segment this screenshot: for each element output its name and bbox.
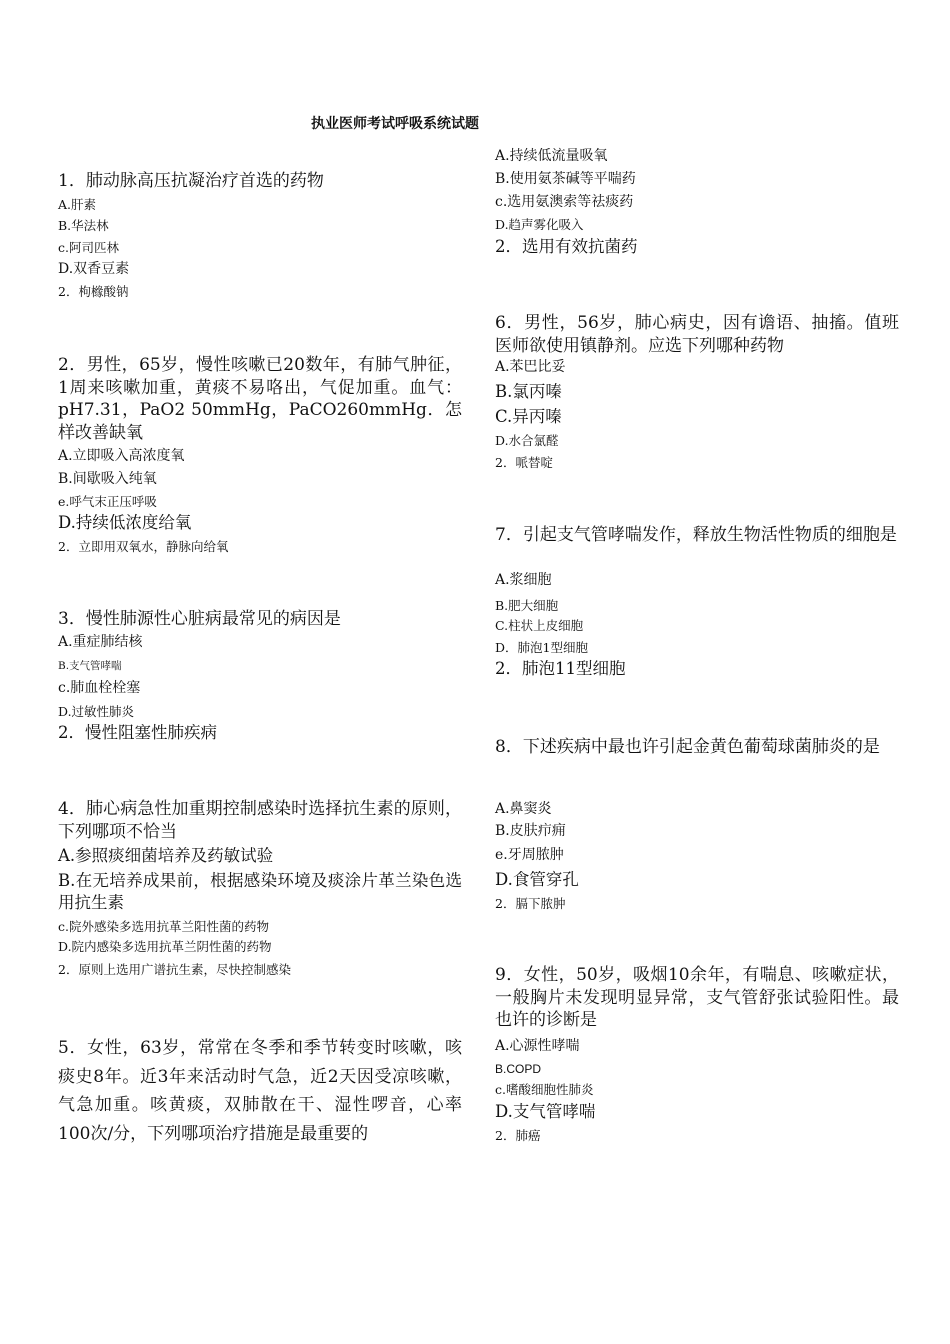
q6-option-d: D.水合氯醛 (495, 433, 559, 448)
q6-option-a: A.苯巴比妥 (495, 359, 566, 375)
question-6-stem: 6．男性，56岁，肺心病史，因有谵语、抽搐。值班医师欲使用镇静剂。应选下列哪种药物 (495, 313, 899, 356)
question-7-stem: 7．引起支气管哮喘发作，释放生物活性物质的细胞是 (495, 525, 897, 545)
q6-option-e: 2．哌替啶 (495, 455, 553, 470)
question-5-stem: 5．女性，63岁，常常在冬季和季节转变时咳嗽，咳痰史8年。近3年来活动时气急，近2天因受凉咳嗽，气急加重。咳黄痰，双肺散在干、湿性啰音，心率100次/分，下列哪项治疗措施是最重要的 (58, 1038, 462, 1144)
q1-option-c: c.阿司匹林 (58, 240, 119, 255)
question-8-stem: 8．下述疾病中最也许引起金黄色葡萄球菌肺炎的是 (495, 737, 880, 757)
q4-option-c: c.院外感染多选用抗革兰阳性菌的药物 (58, 919, 269, 934)
q3-option-c: c.肺血栓栓塞 (58, 680, 141, 696)
q5-option-d: D.趋声雾化吸入 (495, 217, 584, 232)
document-title: 执业医师考试呼吸系统试题 (311, 116, 479, 132)
q8-option-b: B.皮肤疖痈 (495, 823, 566, 839)
q6-option-c: C.异丙嗪 (495, 407, 562, 426)
q1-option-b: B.华法林 (58, 218, 109, 233)
q8-option-d: D.食管穿孔 (495, 870, 579, 889)
q3-option-d: D.过敏性肺炎 (58, 704, 135, 719)
q5-option-b: B.使用氨茶碱等平喘药 (495, 171, 636, 187)
q4-option-e: 2．原则上选用广谱抗生素，尽快控制感染 (58, 962, 291, 977)
q6-option-b: B.氯丙嗪 (495, 382, 562, 401)
q2-option-a: A.立即吸入高浓度氧 (58, 448, 185, 464)
q9-option-a: A.心源性哮喘 (495, 1038, 580, 1054)
q1-option-d: D.双香豆素 (58, 261, 130, 277)
q9-option-c: c.嗜酸细胞性肺炎 (495, 1082, 594, 1097)
q8-option-c: e.牙周脓肿 (495, 847, 564, 863)
q2-option-c: e.呼气末正压呼吸 (58, 494, 157, 509)
q2-option-b: B.间歇吸入纯氧 (58, 471, 157, 487)
q1-option-e: 2．枸橼酸钠 (58, 284, 129, 299)
question-9-stem: 9．女性，50岁，吸烟10余年，有喘息、咳嗽症状，一般胸片未发现明显异常，支气管舒张试验阳性。最也许的诊断是 (495, 965, 899, 1030)
q8-option-a: A.鼻窦炎 (495, 801, 552, 817)
q9-option-b: B.COPD (495, 1062, 542, 1076)
q5-option-a: A.持续低流量吸氧 (495, 148, 608, 164)
q9-option-d: D.支气管哮喘 (495, 1102, 596, 1121)
q3-option-b: B.支气管哮喘 (58, 660, 122, 672)
q2-option-d: D.持续低浓度给氧 (58, 513, 192, 532)
question-2-stem: 2．男性，65岁，慢性咳嗽已20数年，有肺气肿征，1周来咳嗽加重，黄痰不易咯出，气促加重。血气：pH7.31，PaO2 50mmHg，PaCO260mmHg．怎样改善缺氧 (58, 355, 462, 443)
q7-option-a: A.浆细胞 (495, 572, 552, 588)
q5-option-c: c.选用氨澳索等祛痰药 (495, 194, 634, 210)
q2-option-e: 2．立即用双氧水，静脉向给氧 (58, 539, 229, 554)
question-3-stem: 3．慢性肺源性心脏病最常见的病因是 (58, 609, 341, 629)
q3-option-e: 2．慢性阻塞性肺疾病 (58, 723, 217, 742)
question-4-stem: 4．肺心病急性加重期控制感染时选择抗生素的原则，下列哪项不恰当 (58, 799, 462, 842)
q3-option-a: A.重症肺结核 (58, 634, 143, 650)
q7-option-c: C.柱状上皮细胞 (495, 618, 584, 633)
q4-option-b: B.在无培养成果前，根据感染环境及痰涂片革兰染色选用抗生素 (58, 871, 462, 912)
question-1-stem: 1．肺动脉高压抗凝治疗首选的药物 (58, 171, 324, 191)
q4-option-a: A.参照痰细菌培养及药敏试验 (58, 846, 274, 865)
q4-option-d: D.院内感染多选用抗革兰阴性菌的药物 (58, 939, 272, 954)
q9-option-e: 2．肺癌 (495, 1128, 541, 1143)
q7-option-b: B.肥大细胞 (495, 598, 559, 613)
q5-option-e: 2．选用有效抗菌药 (495, 237, 638, 256)
q7-option-d: D．肺泡1型细胞 (495, 640, 588, 655)
q1-option-a: A.肝素 (58, 197, 97, 212)
q7-option-e: 2．肺泡11型细胞 (495, 659, 626, 678)
q8-option-e: 2．膈下脓肿 (495, 896, 566, 911)
